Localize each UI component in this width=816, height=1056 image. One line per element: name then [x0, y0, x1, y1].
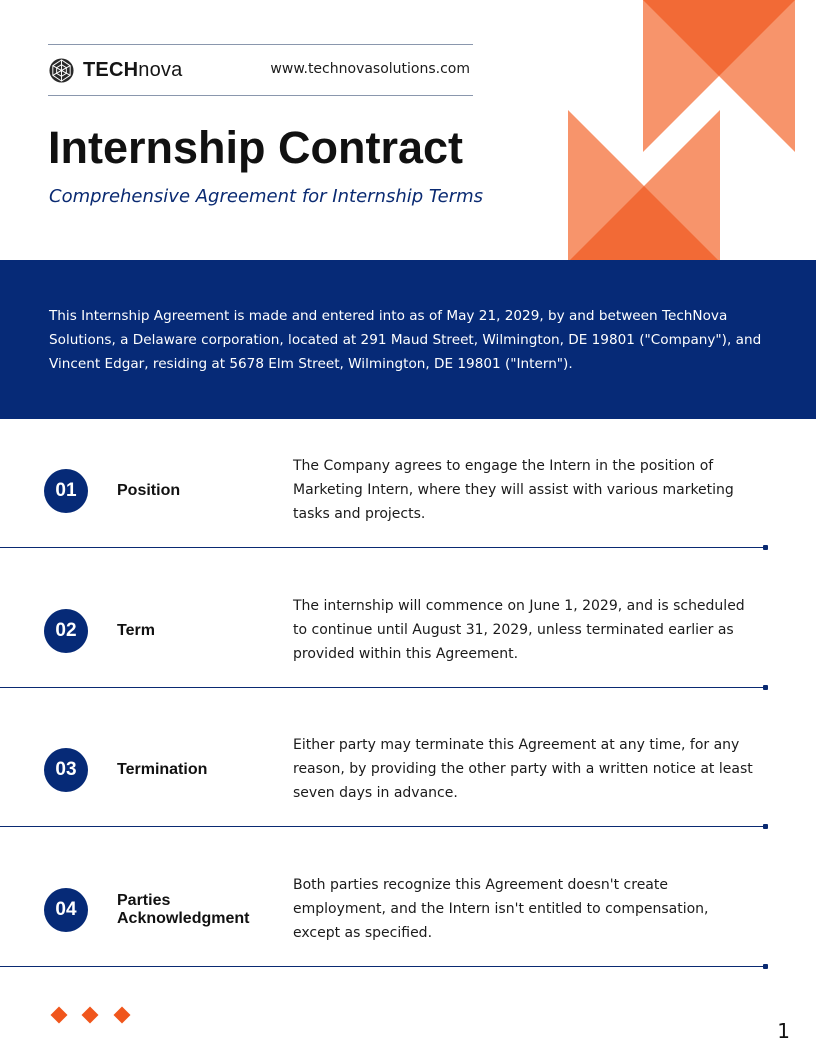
section-divider [0, 547, 764, 548]
page-number: 1 [777, 1019, 790, 1043]
intro-band [0, 260, 816, 419]
section-divider [0, 966, 764, 967]
website-url: www.technovasolutions.com [270, 61, 470, 77]
header-bottom-rule [48, 95, 473, 96]
globe-logo-icon [48, 57, 75, 84]
section-termination [0, 700, 816, 840]
page-title: Internship Contract [48, 122, 464, 173]
section-number-badge: 03 [44, 748, 88, 792]
diamond-icon [51, 1007, 68, 1024]
section-number-badge: 04 [44, 888, 88, 932]
header-top-rule [48, 44, 473, 45]
section-text: The Company agrees to engage the Intern in the position of Marketing Intern, where they will assist with various marketing tasks and projects. [293, 458, 734, 522]
section-position [0, 420, 816, 560]
geometric-decoration [560, 0, 816, 262]
section-number-badge: 02 [44, 609, 88, 653]
section-number-badge: 01 [44, 469, 88, 513]
section-term [0, 560, 816, 700]
section-heading: Parties Acknowledgment [117, 892, 250, 927]
company-logo [48, 57, 182, 84]
section-text: The internship will commence on June 1, 2029, and is scheduled to continue until August 31, 2029, unless terminated earlier as provided within this Agreement. [293, 598, 745, 662]
section-heading: Term [117, 622, 155, 639]
intro-text: This Internship Agreement is made and entered into as of May 21, 2029, by and between TechNova Solutions, a Delaware corporation, located at 291 Maud Street, Wilmington, DE 19801 ("Company"), and Vincent Edgar, residing at 5678 Elm Street, Wilmington, DE 19801 ("Intern"). [49, 308, 762, 372]
diamond-icon [114, 1007, 131, 1024]
logo-wordmark: TECHnova [83, 59, 183, 81]
section-text: Either party may terminate this Agreement at any time, for any reason, by providing the other party with a written notice at least seven days in advance. [293, 737, 753, 801]
section-divider [0, 826, 764, 827]
section-text: Both parties recognize this Agreement doesn't create employment, and the Intern isn't entitled to compensation, except as specified. [293, 877, 709, 941]
section-heading: Position [117, 482, 181, 499]
section-parties-acknowledgment [0, 840, 816, 980]
section-divider [0, 687, 764, 688]
section-heading: Termination [117, 761, 208, 778]
diamond-icon [82, 1007, 99, 1024]
page-subtitle: Comprehensive Agreement for Internship Terms [49, 186, 484, 207]
